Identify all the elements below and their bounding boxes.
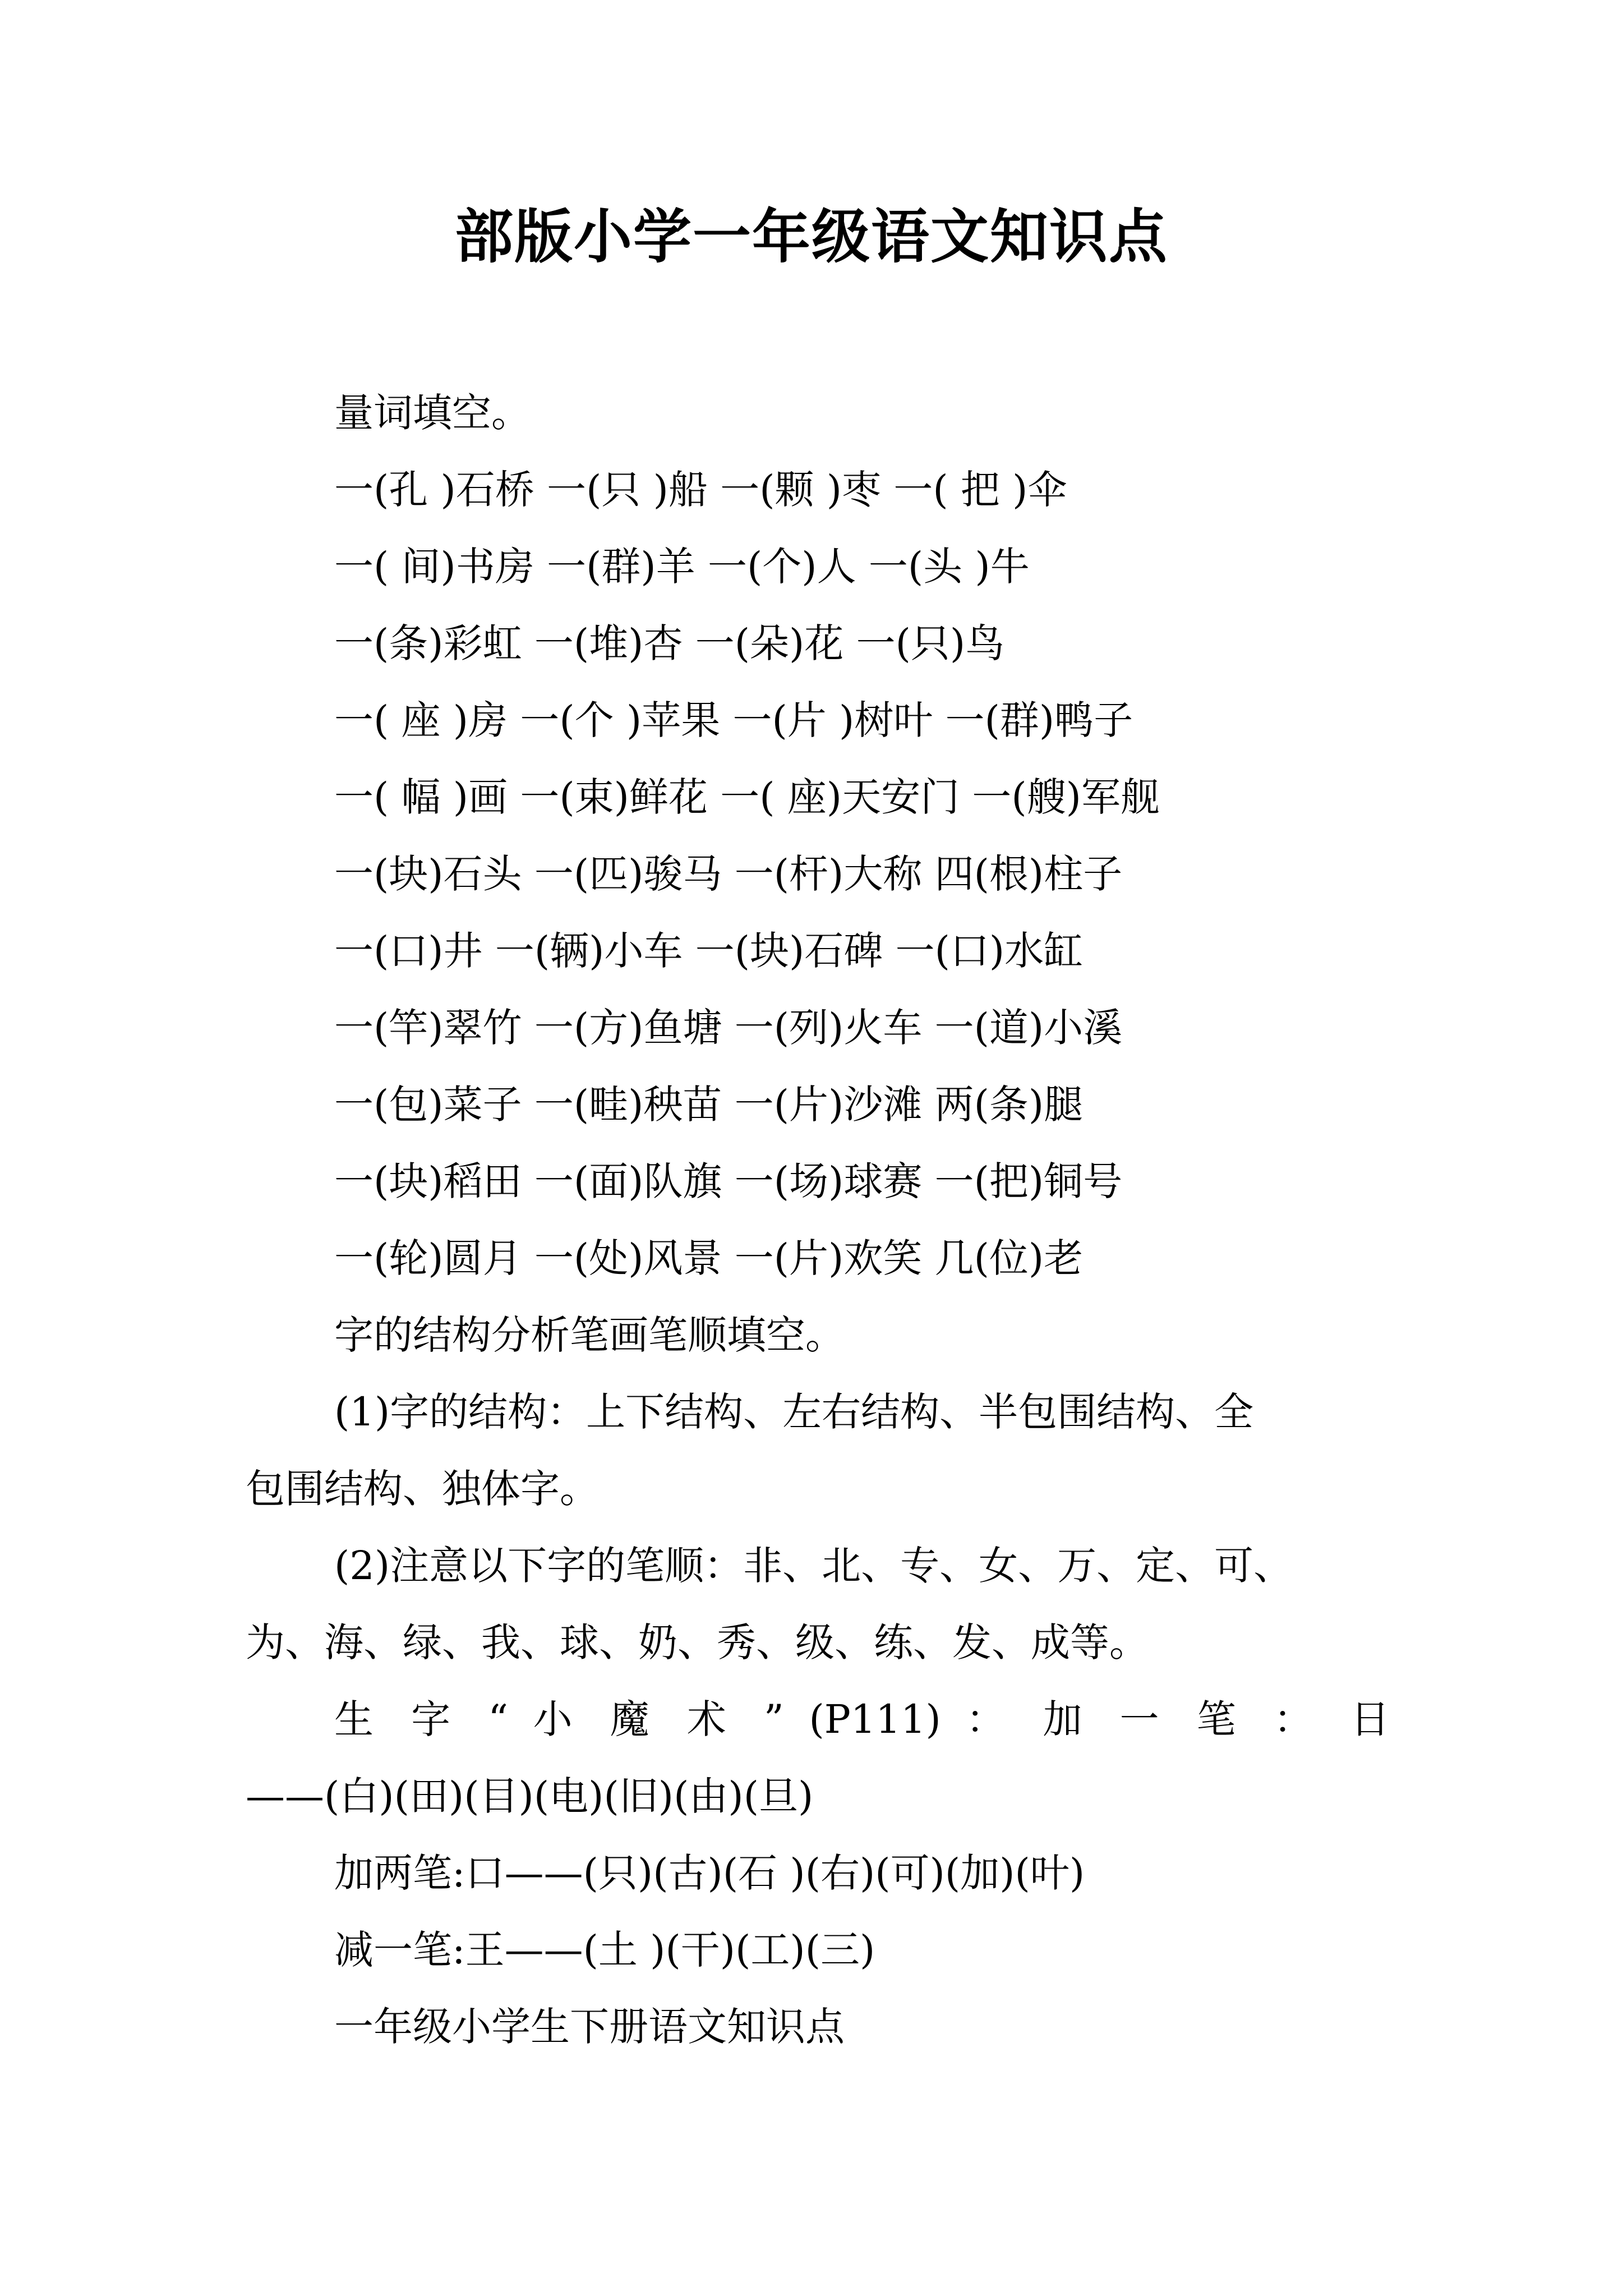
text-line: 一(竿)翠竹 一(方)鱼塘 一(列)火车 一(道)小溪 bbox=[334, 1005, 1123, 1051]
text-line: 为、海、绿、我、球、奶、秀、级、练、发、成等。 bbox=[246, 1619, 1149, 1665]
text-line: 一( 间)书房 一(群)羊 一(个)人 一(头 )牛 bbox=[334, 544, 1030, 590]
text-line-justified: 生 字 “ 小 魔 术 ” (P111) ： 加 一 笔 ： 日 bbox=[334, 1696, 1390, 1742]
text-line: 一(包)菜子 一(畦)秧苗 一(片)沙滩 两(条)腿 bbox=[334, 1082, 1083, 1128]
text-line: ——(白)(田)(目)(电)(旧)(由)(旦) bbox=[246, 1773, 814, 1819]
text-line: (1)字的结构：上下结构、左右结构、半包围结构、全 bbox=[334, 1389, 1254, 1435]
section-heading-lower-volume: 一年级小学生下册语文知识点 bbox=[334, 2004, 845, 2050]
text-line: 一(块)稻田 一(面)队旗 一(场)球赛 一(把)铜号 bbox=[334, 1158, 1123, 1204]
text-line: 一(块)石头 一(匹)骏马 一(杆)大称 四(根)柱子 bbox=[334, 851, 1123, 897]
text-line: 一( 幅 )画 一(束)鲜花 一( 座)天安门 一(艘)军舰 bbox=[334, 774, 1160, 820]
document-body bbox=[246, 375, 1390, 2065]
text-line: 一(轮)圆月 一(处)风景 一(片)欢笑 几(位)老 bbox=[334, 1235, 1083, 1281]
text-line: (2)注意以下字的笔顺：非、北、专、女、万、定、可、 bbox=[334, 1543, 1293, 1589]
text-line: 一( 座 )房 一(个 )苹果 一(片 )树叶 一(群)鸭子 bbox=[334, 697, 1133, 743]
text-line: 减一笔:王——(土 )(干)(工)(三) bbox=[334, 1927, 875, 1973]
text-line: 一(条)彩虹 一(堆)杏 一(朵)花 一(只)鸟 bbox=[334, 620, 1005, 666]
section-heading-structure: 字的结构分析笔画笔顺填空。 bbox=[334, 1312, 845, 1358]
text-line: 加两笔:口——(只)(古)(石 )(右)(可)(加)(叶) bbox=[334, 1850, 1085, 1896]
text-line: 包围结构、独体字。 bbox=[246, 1466, 599, 1512]
document-title: 部版小学一年级语文知识点 bbox=[454, 202, 1168, 271]
section-heading-measure-words: 量词填空。 bbox=[334, 390, 531, 436]
text-line: 一(口)井 一(辆)小车 一(块)石碑 一(口)水缸 bbox=[334, 928, 1083, 974]
text-line: 一(孔 )石桥 一(只 )船 一(颗 )枣 一( 把 )伞 bbox=[334, 467, 1067, 513]
